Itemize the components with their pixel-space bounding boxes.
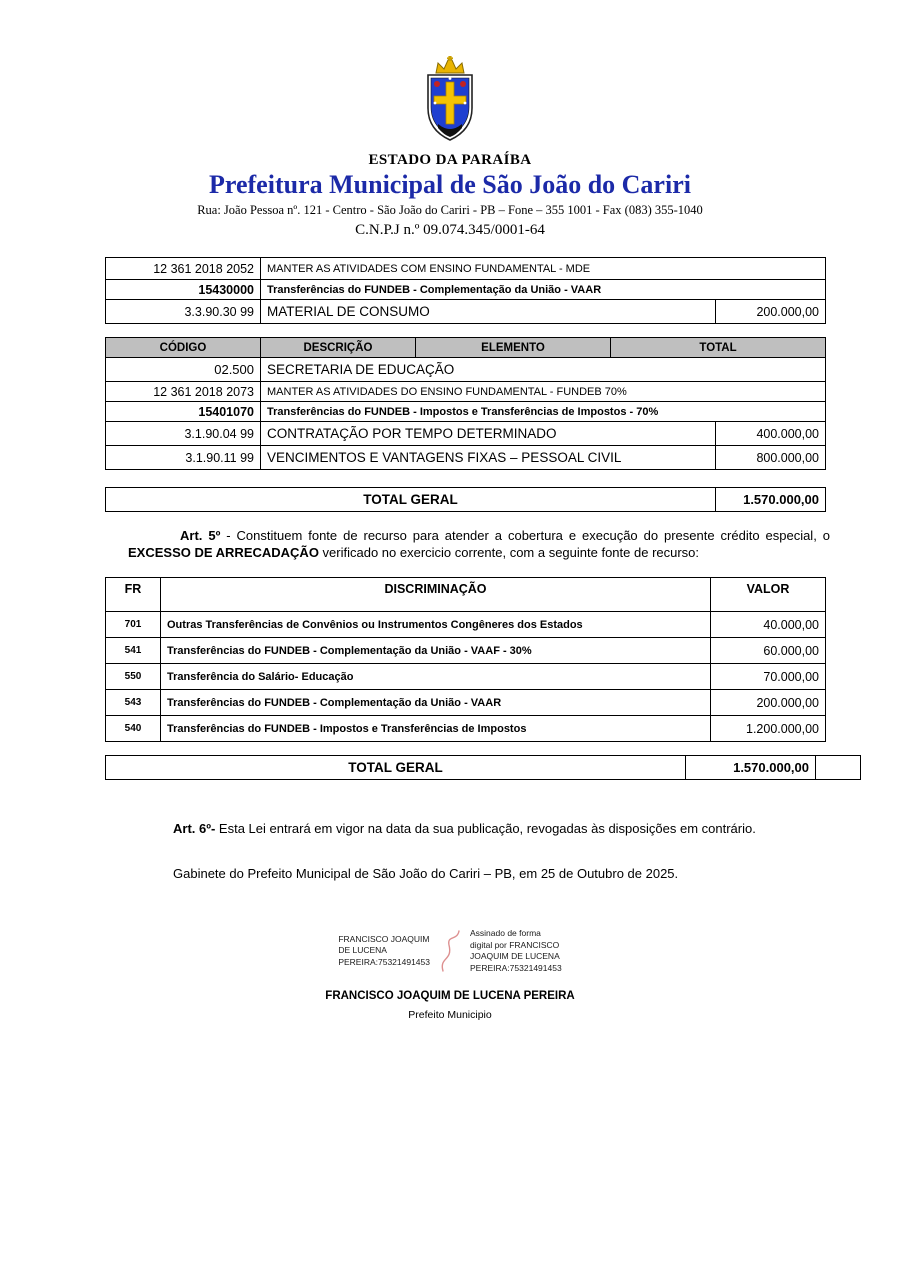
stamp-line: Assinado de forma bbox=[470, 928, 541, 938]
article-5-text-a: - Constituem fonte de recurso para atender a cobertura e execução do presente crédito especial, o bbox=[220, 528, 830, 543]
table-row bbox=[106, 422, 826, 446]
desc-cell: Transferências do FUNDEB - Complementação da União - VAAR bbox=[261, 280, 826, 300]
total-table-1 bbox=[105, 487, 826, 512]
fr-cell: 701 bbox=[106, 612, 161, 638]
table-header-row bbox=[106, 338, 826, 358]
total-value: 1.570.000,00 bbox=[716, 488, 826, 512]
stamp-line: PEREIRA:75321491453 bbox=[338, 956, 430, 967]
code-cell: 3.1.90.04 99 bbox=[106, 422, 261, 446]
table-row bbox=[106, 280, 826, 300]
table-row bbox=[106, 638, 826, 664]
article-5-ref: Art. 5º bbox=[180, 528, 221, 543]
total-cell: 400.000,00 bbox=[716, 422, 826, 446]
funding-source-table bbox=[105, 577, 826, 742]
stamp-line: DE LUCENA bbox=[338, 945, 387, 956]
desc-cell: Transferências do FUNDEB - Complementação da União - VAAR bbox=[161, 690, 711, 716]
desc-cell: Transferências do FUNDEB - Impostos e Transferências de Impostos - 70% bbox=[261, 402, 826, 422]
fr-cell: 541 bbox=[106, 638, 161, 664]
fr-cell: 550 bbox=[106, 664, 161, 690]
value-cell: 1.200.000,00 bbox=[711, 716, 826, 742]
desc-cell: VENCIMENTOS E VANTAGENS FIXAS – PESSOAL CIVIL bbox=[261, 446, 716, 470]
total-cell: 200.000,00 bbox=[716, 300, 826, 324]
desc-cell: MATERIAL DE CONSUMO bbox=[261, 300, 716, 324]
desc-cell: CONTRATAÇÃO POR TEMPO DETERMINADO bbox=[261, 422, 716, 446]
total-table-2 bbox=[105, 755, 861, 780]
value-cell: 200.000,00 bbox=[711, 690, 826, 716]
desc-cell: MANTER AS ATIVIDADES DO ENSINO FUNDAMENTAL - FUNDEB 70% bbox=[261, 382, 826, 402]
letterhead bbox=[0, 0, 900, 239]
fr-cell: 543 bbox=[106, 690, 161, 716]
table-row bbox=[106, 612, 826, 638]
header-descricao: DESCRIÇÃO bbox=[261, 338, 416, 358]
code-cell: 15430000 bbox=[106, 280, 261, 300]
signer-role: Prefeito Municipio bbox=[408, 1009, 492, 1021]
value-cell: 60.000,00 bbox=[711, 638, 826, 664]
table-header-row bbox=[106, 578, 826, 612]
header-total: TOTAL bbox=[611, 338, 826, 358]
article-6-text: Esta Lei entrará em vigor na data da sua publicação, revogadas às disposições em contrário. bbox=[215, 821, 756, 836]
table-row bbox=[106, 358, 826, 382]
article-5-emphasis: EXCESSO DE ARRECADAÇÃO bbox=[128, 545, 319, 560]
table-row bbox=[106, 300, 826, 324]
municipal-crest-icon bbox=[414, 56, 486, 146]
desc-cell: MANTER AS ATIVIDADES COM ENSINO FUNDAMENTAL - MDE bbox=[261, 258, 826, 280]
code-cell: 02.500 bbox=[106, 358, 261, 382]
total-label: TOTAL GERAL bbox=[106, 488, 716, 512]
table-row bbox=[106, 716, 826, 742]
desc-cell: SECRETARIA DE EDUCAÇÃO bbox=[261, 358, 826, 382]
fr-cell: 540 bbox=[106, 716, 161, 742]
state-name: ESTADO DA PARAÍBA bbox=[368, 152, 532, 168]
signature-flourish-icon bbox=[437, 927, 463, 975]
table-row bbox=[106, 690, 826, 716]
header-fr: FR bbox=[106, 578, 161, 612]
stamp-line: digital por FRANCISCO bbox=[470, 939, 560, 950]
budget-table-top bbox=[105, 257, 826, 324]
value-cell: 40.000,00 bbox=[711, 612, 826, 638]
header-discriminacao: DISCRIMINAÇÃO bbox=[161, 578, 711, 612]
header-elemento: ELEMENTO bbox=[416, 338, 611, 358]
desc-cell: Transferência do Salário- Educação bbox=[161, 664, 711, 690]
desc-cell: Transferências do FUNDEB - Impostos e Transferências de Impostos bbox=[161, 716, 711, 742]
table-row bbox=[106, 382, 826, 402]
stamp-line: JOAQUIM DE LUCENA bbox=[470, 951, 560, 961]
total-value: 1.570.000,00 bbox=[686, 756, 816, 780]
cnpj-line: C.N.P.J n.º 09.074.345/0001-64 bbox=[355, 222, 545, 238]
desc-cell: Transferências do FUNDEB - Complementação da União - VAAF - 30% bbox=[161, 638, 711, 664]
header-valor: VALOR bbox=[711, 578, 826, 612]
table-row bbox=[106, 402, 826, 422]
spacer-cell bbox=[816, 756, 861, 780]
code-cell: 15401070 bbox=[106, 402, 261, 422]
total-cell: 800.000,00 bbox=[716, 446, 826, 470]
article-5 bbox=[128, 527, 830, 561]
article-6 bbox=[173, 820, 830, 837]
closing-line: Gabinete do Prefeito Municipal de São João do Cariri – PB, em 25 de Outubro de 2025. bbox=[173, 866, 679, 881]
desc-cell: Outras Transferências de Convênios ou Instrumentos Congêneres dos Estados bbox=[161, 612, 711, 638]
table-row bbox=[106, 258, 826, 280]
table-row bbox=[106, 664, 826, 690]
stamp-line: PEREIRA:75321491453 bbox=[470, 962, 562, 973]
value-cell: 70.000,00 bbox=[711, 664, 826, 690]
header-codigo: CÓDIGO bbox=[106, 338, 261, 358]
digital-signature-stamp bbox=[0, 927, 900, 975]
stamp-line: FRANCISCO JOAQUIM bbox=[338, 933, 430, 944]
table-row bbox=[106, 756, 861, 780]
table-row bbox=[106, 446, 826, 470]
code-cell: 3.1.90.11 99 bbox=[106, 446, 261, 470]
document-title: Prefeitura Municipal de São João do Cariri bbox=[209, 170, 691, 199]
stamp-signer-text bbox=[338, 934, 430, 969]
code-cell: 12 361 2018 2052 bbox=[106, 258, 261, 280]
signer-name: FRANCISCO JOAQUIM DE LUCENA PEREIRA bbox=[325, 990, 575, 1002]
code-cell: 12 361 2018 2073 bbox=[106, 382, 261, 402]
total-label: TOTAL GERAL bbox=[106, 756, 686, 780]
address-line: Rua: João Pessoa nº. 121 - Centro - São João do Cariri - PB – Fone – 355 1001 - Fax (083) 355-1040 bbox=[197, 203, 703, 217]
code-cell: 3.3.90.30 99 bbox=[106, 300, 261, 324]
budget-table-main bbox=[105, 337, 826, 470]
stamp-detail-text bbox=[470, 928, 562, 974]
article-5-text-b: verificado no exercicio corrente, com a seguinte fonte de recurso: bbox=[318, 545, 700, 560]
article-6-ref: Art. 6º- bbox=[173, 821, 216, 836]
table-row bbox=[106, 488, 826, 512]
